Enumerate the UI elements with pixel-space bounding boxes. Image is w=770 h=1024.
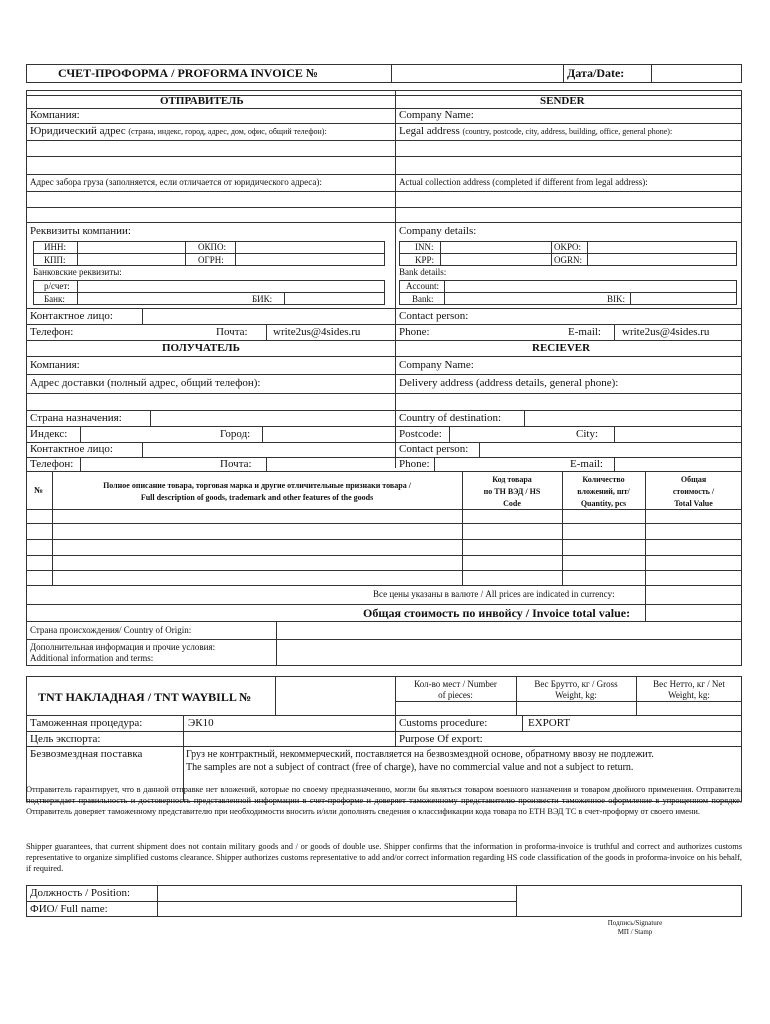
receiver-company-label-en: Company Name: [399,359,474,371]
sender-header-ru: ОТПРАВИТЕЛЬ [160,95,244,107]
net-weight-label: Вес Нетто, кг / Net Weight, kg: [653,679,725,700]
fullname-field[interactable] [158,902,515,916]
inn-label-en: INN: [415,242,434,252]
customs-procedure-label-en: Customs procedure: [399,717,488,729]
signature-stamp-caption: Подпись/Signature МП / Stamp [607,919,663,936]
bik-label: БИК: [252,294,273,304]
pieces-label: Кол-во мест / Number of pieces: [414,679,497,700]
position-label: Должность / Position: [30,887,130,899]
free-supply-text: Груз не контрактный, некоммерческий, поставляется на безвозмездной основе, обратному ввозу не подлежит. The samples are not a subject of contract (free of charge), have no commercial value and not a subject to return. [186,749,654,773]
sender-company-label-en: Company Name: [399,109,474,121]
okpo-label-en: OKPO: [554,242,582,252]
sender-email-value[interactable]: write2us@4sides.ru [273,326,361,338]
sender-phone-label-en: Phone: [399,326,430,338]
ogrn-label-en: OGRN: [554,255,583,265]
receiver-contact-label-en: Contact person: [399,443,469,455]
sender-legal-label: Юридический адрес (страна, индекс, город, адрес, дом, офис, общий телефон): [30,125,327,137]
account-label: р/счет: [44,281,70,291]
pickup-address-label-en: Actual collection address (completed if different from legal address): [399,177,648,187]
sender-company-label: Компания: [30,109,80,121]
invoice-date-label: Дата/Date: [567,66,625,80]
destination-country-label-en: Country of destination: [399,412,502,424]
sender-contact-label-en: Contact person: [399,310,469,322]
origin-country-label: Страна происхождения/ Country of Origin: [30,625,192,635]
receiver-contact-label: Контактное лицо: [30,443,113,455]
fullname-label: ФИО/ Full name: [30,903,108,915]
inn-label: ИНН: [44,242,66,252]
receiver-header-ru: ПОЛУЧАТЕЛЬ [162,342,240,354]
receiver-company-label: Компания: [30,359,80,371]
customs-procedure-value[interactable]: ЭК10 [188,717,214,729]
signature-field[interactable] [517,886,741,916]
sender-legal-label-en: Legal address (country, postcode, city, address, building, office, general phone): [399,125,673,137]
customs-procedure-label: Таможенная процедура: [30,717,143,729]
index-label: Индекс: [30,428,68,440]
sender-mail-label: Почта: [216,326,248,338]
invoice-date-field[interactable] [652,65,741,82]
waybill-title: TNT НАКЛАДНАЯ / TNT WAYBILL № [38,690,252,704]
postcode-label-en: Postcode: [399,428,442,440]
col-quantity-header: Количество вложений, шт/ Quantity, pcs [577,475,630,508]
receiver-mail-label: Почта: [220,458,252,470]
pickup-address-label: Адрес забора груза (заполняется, если отличается от юридического адреса): [30,177,322,187]
company-details-label-en: Company details: [399,225,477,237]
col-number-header: № [34,485,44,495]
kpp-label-en: KPP: [415,255,435,265]
account-label-en: Account: [406,281,439,291]
destination-country-label: Страна назначения: [30,412,122,424]
col-hs-code-header: Код товара по ТН ВЭД / HS Code [483,475,541,508]
export-purpose-label-en: Purpose Of export: [399,733,483,745]
city-label-en: City: [576,428,599,440]
receiver-mail-label-en: E-mail: [570,458,603,470]
delivery-address-label: Адрес доставки (полный адрес, общий телефон): [30,377,261,389]
bank-details-label: Банковские реквизиты: [33,267,122,277]
additional-info-label: Дополнительная информация и прочие условия: Additional information and terms: [30,642,216,663]
declaration-ru: Отправитель гарантирует, что в данной отправке нет вложений, которые по своему предназначению, могли бы являться товаром военного назначения и товаром двойного применения. Отправитель подтверждает правильность и достоверность представленной информации в счет-проформе и доверяет таможенному представителю произвести таможенное оформление в упрощенном порядке. Отправитель доверяет таможенному представителю при необходимости вносить и/или дополнять сведения о классификации кода товара по ЕТН ВЭД ТС в счет-проформу от своего имени. [26,785,742,816]
invoice-title: СЧЕТ-ПРОФОРМА / PROFORMA INVOICE № [58,66,318,80]
invoice-number-field[interactable] [392,65,562,82]
bik-label-en: BIK: [607,294,625,304]
bank-name-label-en: Bank: [412,294,434,304]
company-details-label: Реквизиты компании: [30,225,131,237]
sender-phone-label: Телефон: [30,326,74,338]
export-purpose-label: Цель экспорта: [30,733,101,745]
sender-email-value-en[interactable]: write2us@4sides.ru [622,326,710,338]
receiver-phone-label: Телефон: [30,458,74,470]
sender-mail-label-en: E-mail: [568,326,601,338]
col-total-header: Общая стоимость / Total Value [672,475,715,508]
bank-name-label: Банк: [44,294,65,304]
kpp-label: КПП: [44,255,66,265]
invoice-total-label: Общая стоимость по инвойсу / Invoice total value: [363,606,631,620]
receiver-phone-label-en: Phone: [399,458,430,470]
ogrn-label: ОГРН: [198,255,224,265]
okpo-label: ОКПО: [198,242,227,252]
bank-details-label-en: Bank details: [399,267,447,277]
gross-weight-label: Вес Брутто, кг / Gross Weight, kg: [534,679,618,700]
delivery-address-label-en: Delivery address (address details, general phone): [399,377,619,389]
declaration-en: Shipper guarantees, that current shipment does not contain military goods and / or goods of double use. Shipper confirms that the information in proforma-invoice is truthful and correct and authorizes customs representative to organize simplified customs clearance. Shipper authorizes customs representative to add and/or correct information regarding HS code classification of the goods in proforma-invoice on his behalf, if required. [26,842,742,873]
city-label: Город: [220,428,251,440]
col-description-header: Полное описание товара, торговая марка и другие отличительные признаки товара / Full description of goods, trademark and other features of the goods [103,481,411,502]
position-field[interactable] [158,886,515,900]
currency-label: Все цены указаны в валюте / All prices are indicated in currency: [373,589,615,599]
customs-procedure-value-en[interactable]: EXPORT [528,717,571,729]
free-supply-label: Безвозмездная поставка [30,748,143,760]
sender-contact-label: Контактное лицо: [30,310,113,322]
receiver-header-en: RECIEVER [532,342,591,354]
sender-header-en: SENDER [540,95,585,107]
